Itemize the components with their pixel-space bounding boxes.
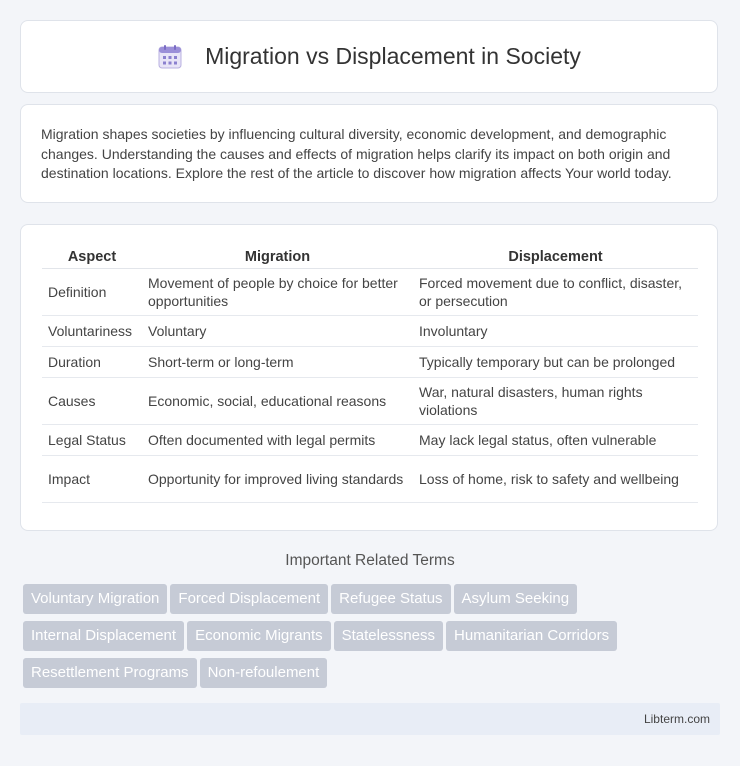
table-cell: Movement of people by choice for better opportunities	[142, 269, 413, 316]
intro-paragraph: Migration shapes societies by influencing cultural diversity, economic development, and demographic changes. Understanding the causes and effects of migration helps clarify its impact on both origin and destination locations. Explore the rest of the article to discover how migration affects Your world today.	[41, 126, 672, 181]
table-cell: Voluntariness	[42, 316, 142, 347]
term-tag[interactable]: Non-refoulement	[200, 658, 328, 688]
term-tag[interactable]: Resettlement Programs	[23, 658, 197, 688]
table-cell: May lack legal status, often vulnerable	[413, 425, 698, 456]
column-header: Migration	[142, 243, 413, 269]
table-cell: Opportunity for improved living standards	[142, 456, 413, 503]
table-row	[42, 347, 698, 378]
table-row	[42, 269, 698, 316]
intro-card	[20, 104, 718, 203]
table-cell: Short-term or long-term	[142, 347, 413, 378]
term-tag[interactable]: Statelessness	[334, 621, 443, 651]
header-card	[20, 20, 718, 93]
term-tag[interactable]: Internal Displacement	[23, 621, 184, 651]
term-tag[interactable]: Economic Migrants	[187, 621, 331, 651]
footer	[20, 703, 720, 735]
table-cell: Duration	[42, 347, 142, 378]
table-cell: Definition	[42, 269, 142, 316]
table-row	[42, 425, 698, 456]
table-cell: Economic, social, educational reasons	[142, 378, 413, 425]
table-cell: Typically temporary but can be prolonged	[413, 347, 698, 378]
table-cell: Often documented with legal permits	[142, 425, 413, 456]
table-cell: Involuntary	[413, 316, 698, 347]
related-terms-title: Important Related Terms	[285, 552, 455, 569]
table-cell: Loss of home, risk to safety and wellbeing	[413, 456, 698, 503]
page-title: Migration vs Displacement in Society	[205, 43, 581, 69]
term-tag[interactable]: Humanitarian Corridors	[446, 621, 617, 651]
table-row	[42, 378, 698, 425]
term-tag[interactable]: Forced Displacement	[170, 584, 328, 614]
table-cell: Legal Status	[42, 425, 142, 456]
table-header-row	[42, 243, 698, 269]
table-row	[42, 316, 698, 347]
term-tag[interactable]: Asylum Seeking	[454, 584, 578, 614]
term-tag[interactable]: Voluntary Migration	[23, 584, 167, 614]
table-cell: Voluntary	[142, 316, 413, 347]
related-terms-list	[23, 584, 703, 695]
table-cell: War, natural disasters, human rights violations	[413, 378, 698, 425]
column-header: Aspect	[42, 243, 142, 269]
table-row	[42, 456, 698, 503]
column-header: Displacement	[413, 243, 698, 269]
table-cell: Causes	[42, 378, 142, 425]
comparison-table	[42, 243, 698, 503]
table-cell: Forced movement due to conflict, disaster, or persecution	[413, 269, 698, 316]
footer-link[interactable]: Libterm.com	[643, 712, 710, 726]
table-cell: Impact	[42, 456, 142, 503]
calendar-icon	[157, 44, 183, 70]
term-tag[interactable]: Refugee Status	[331, 584, 450, 614]
comparison-table-card	[20, 224, 718, 531]
